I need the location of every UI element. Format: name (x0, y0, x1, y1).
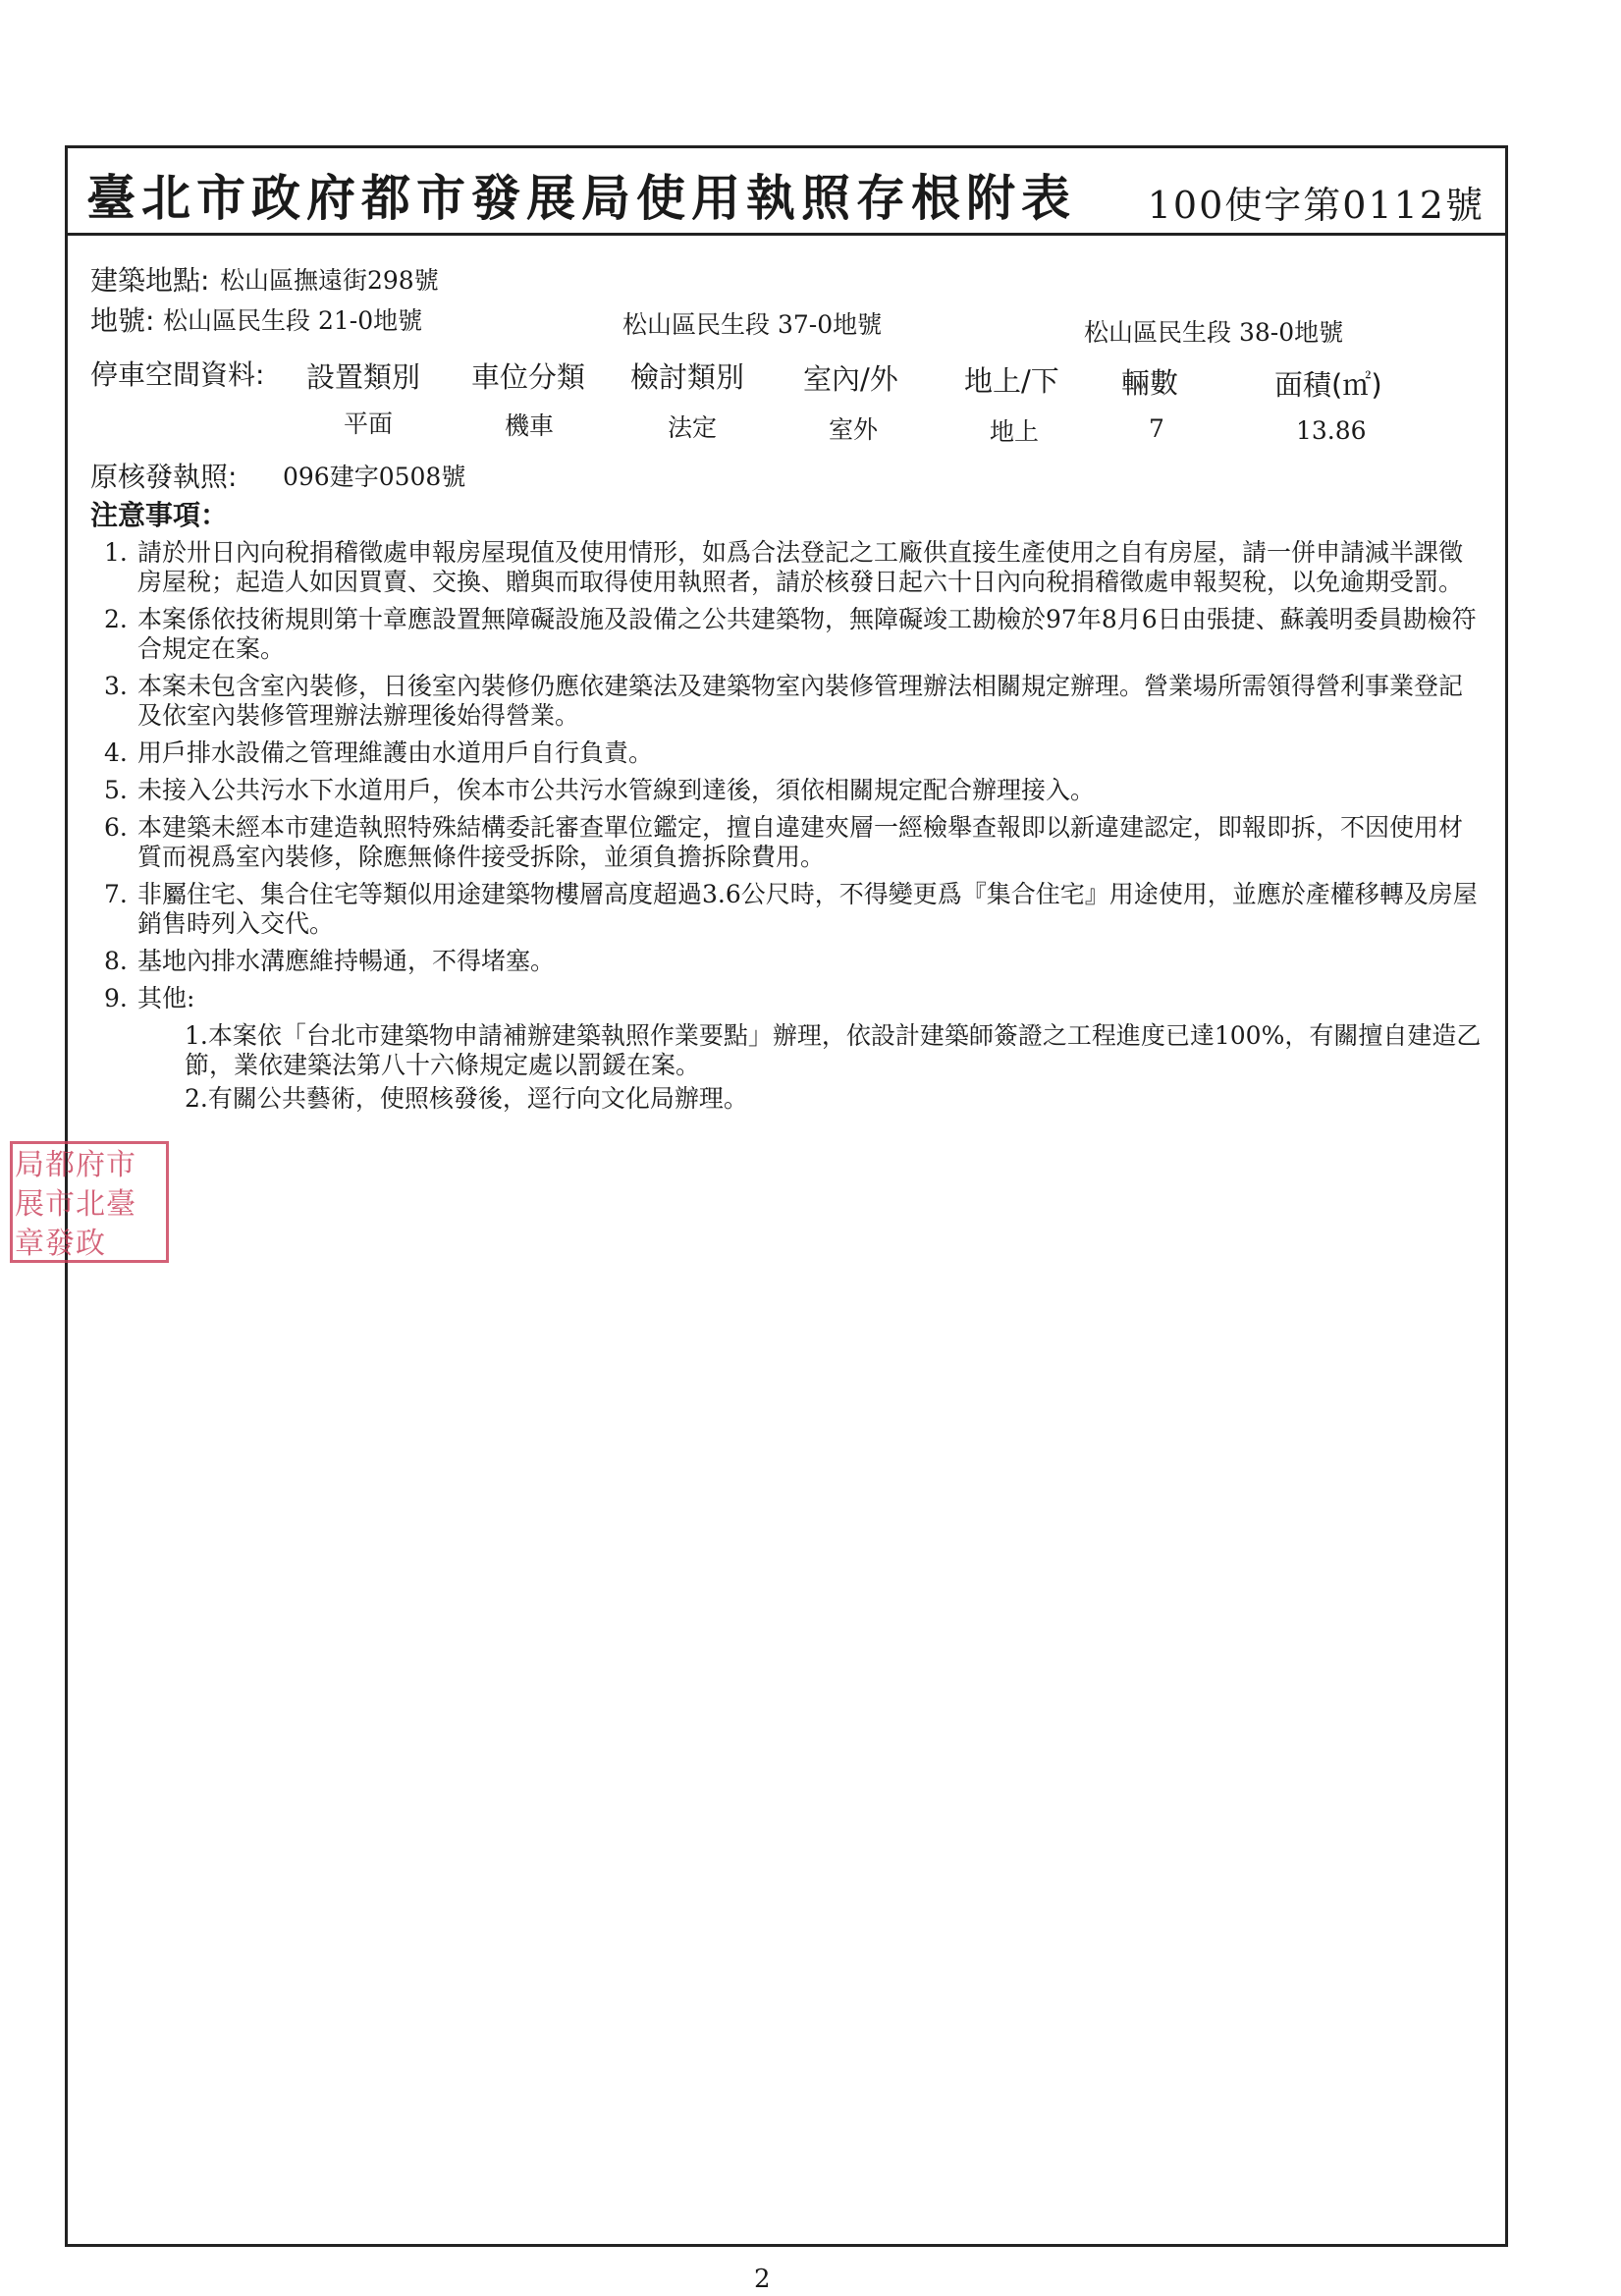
note-item (90, 738, 1485, 768)
parking-cell-indoor: 室外 (829, 415, 879, 444)
note-text: 未接入公共污水下水道用戶，俟本市公共污水管線到達後，須依相關規定配合辦理接入。 (137, 776, 1096, 804)
note-text: 本案未包含室內裝修，日後室內裝修仍應依建築法及建築物室內裝修管理辦法相關規定辦理。營業場所需領得營利事業登記及依室內裝修管理辦法辦理後始得營業。 (137, 672, 1464, 730)
original-license-value: 096建字0508號 (283, 463, 466, 491)
note-number: 6. (104, 813, 128, 842)
stamp-line: 展市北臺 (15, 1187, 136, 1222)
parking-cell-type: 平面 (344, 410, 394, 438)
note-number: 7. (104, 880, 128, 908)
note-item (90, 605, 1485, 664)
other-note-2: 2.有關公共藝術，使照核發後，逕行向文化局辦理。 (185, 1084, 748, 1113)
document-title: 臺北市政府都市發展局使用執照存根附表 (86, 169, 1076, 227)
note-item (90, 538, 1485, 597)
note-item (90, 672, 1485, 731)
note-item (90, 947, 1485, 976)
building-site-label: 建築地點: (90, 264, 210, 297)
original-license-label: 原核發執照: (90, 461, 238, 493)
parking-header-area: 面積(㎡) (1274, 368, 1382, 402)
parking-cell-review: 法定 (668, 413, 718, 442)
parking-label: 停車空間資料: (90, 358, 265, 391)
building-site-value: 松山區撫遠街298號 (220, 266, 439, 295)
note-number: 2. (104, 605, 128, 633)
parking-header-count: 輛數 (1121, 366, 1179, 400)
notes-list (90, 538, 1485, 1121)
document-header (65, 145, 1508, 236)
note-text: 本案係依技術規則第十章應設置無障礙設施及設備之公共建築物，無障礙竣工勘檢於97年8月6日由張捷、蘇義明委員勘檢符合規定在案。 (137, 605, 1477, 663)
note-text: 用戶排水設備之管理維護由水道用戶自行負責。 (137, 738, 654, 767)
official-seal-stamp (10, 1141, 169, 1263)
document-number: 100使字第0112號 (1147, 184, 1485, 227)
note-text: 本建築未經本市建造執照特殊結構委託審查單位鑑定，擅自違建夾層一經檢舉查報即以新違建認定，即報即拆，不因使用材質而視爲室內裝修，除應無條件接受拆除，並須負擔拆除費用。 (137, 813, 1464, 871)
notes-label: 注意事項： (90, 499, 229, 531)
note-text: 請於卅日內向稅捐稽徵處申報房屋現值及使用情形，如爲合法登記之工廠供直接生產使用之自有房屋，請一併申請減半課徵房屋稅；起造人如因買賣、交換、贈與而取得使用執照者，請於核發日起六十日內向稅捐稽徵處申報契稅，以免逾期受罰。 (137, 538, 1464, 596)
lot-label: 地號: (90, 304, 155, 337)
stamp-line: 章發政 (15, 1227, 106, 1261)
parking-header-type: 設置類別 (306, 360, 421, 394)
lot-value-3: 松山區民生段 38-0地號 (1084, 318, 1344, 347)
parking-header-review: 檢討類別 (630, 360, 745, 394)
note-text: 其他: (137, 984, 195, 1012)
note-number: 5. (104, 776, 128, 804)
parking-header-indoor: 室內/外 (803, 362, 898, 396)
parking-header-level: 地上/下 (964, 364, 1059, 398)
parking-header-class: 車位分類 (471, 360, 586, 394)
note-text: 基地內排水溝應維持暢通，不得堵塞。 (137, 947, 556, 975)
parking-cell-count: 7 (1149, 414, 1164, 443)
document-frame (65, 145, 1508, 2247)
other-notes (137, 1021, 1485, 1114)
note-item (90, 813, 1485, 872)
note-number: 3. (104, 672, 128, 700)
parking-cell-class: 機車 (505, 411, 555, 440)
stamp-line: 局都府市 (15, 1148, 136, 1182)
parking-cell-area: 13.86 (1296, 416, 1367, 445)
note-number: 8. (104, 947, 128, 975)
note-item (90, 776, 1485, 805)
note-number: 1. (104, 538, 128, 567)
lot-value-1: 松山區民生段 21-0地號 (163, 306, 423, 335)
note-number: 4. (104, 738, 128, 767)
note-item (90, 880, 1485, 939)
page-number: 2 (754, 2265, 771, 2294)
parking-cell-level: 地上 (990, 417, 1040, 446)
other-note-1: 1.本案依「台北市建築物申請補辦建築執照作業要點」辦理，依設計建築師簽證之工程進度已達100%，有關擅自建造乙節，業依建築法第八十六條規定處以罰鍰在案。 (185, 1021, 1482, 1079)
lot-value-2: 松山區民生段 37-0地號 (622, 310, 883, 339)
note-number: 9. (104, 984, 128, 1012)
note-text: 非屬住宅、集合住宅等類似用途建築物樓層高度超過3.6公尺時，不得變更爲『集合住宅』用途使用，並應於產權移轉及房屋銷售時列入交代。 (137, 880, 1478, 938)
note-item (90, 984, 1485, 1114)
